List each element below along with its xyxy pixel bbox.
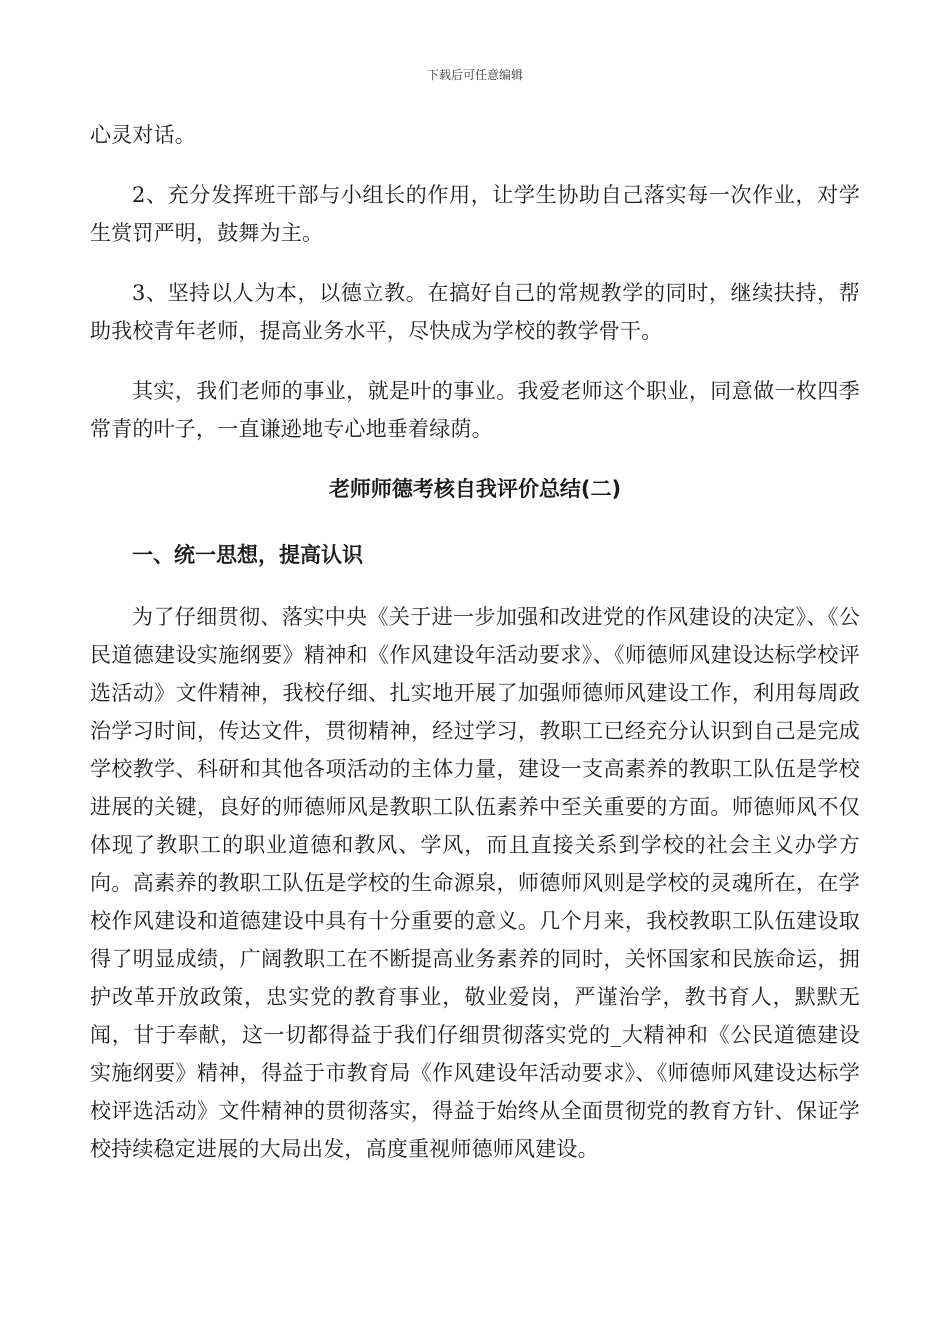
page-header-note: 下载后可任意编辑	[426, 68, 523, 82]
paragraph-closing: 其实，我们老师的事业，就是叶的事业。我爱老师这个职业，同意做一枚四季常青的叶子，一直谦逊地专心地垂着绿荫。	[90, 379, 860, 441]
document-body	[90, 116, 860, 1168]
paragraph-continuation: 心灵对话。	[90, 123, 196, 147]
paragraph-item-2: 2、充分发挥班干部与小组长的作用，让学生协助自己落实每一次作业，对学生赏罚严明，鼓舞为主。	[90, 183, 860, 245]
section-heading: 一、统一思想，提高认识	[132, 543, 363, 567]
section-body: 为了仔细贯彻、落实中央《关于进一步加强和改进党的作风建设的决定》、《公民道德建设实施纲要》精神和《作风建设年活动要求》、《师德师风建设达标学校评选活动》文件精神，我校仔细、扎实地开展了加强师德师风建设工作，利用每周政治学习时间，传达文件，贯彻精神，经过学习，教职工已经充分认识到自己是完成学校教学、科研和其他各项活动的主体力量，建设一支高素养的教职工队伍是学校进展的关键，良好的师德师风是教职工队伍素养中至关重要的方面。师德师风不仅体现了教职工的职业道德和教风、学风，而且直接关系到学校的社会主义办学方向。高素养的教职工队伍是学校的生命源泉，师德师风则是学校的灵魂所在，在学校作风建设和道德建设中具有十分重要的意义。几个月来，我校教职工队伍建设取得了明显成绩，广阔教职工在不断提高业务素养的同时，关怀国家和民族命运，拥护改革开放政策，忠实党的教育事业，敬业爱岗，严谨治学，教书育人，默默无闻，甘于奉献，这一切都得益于我们仔细贯彻落实党的_大精神和《公民道德建设实施纲要》精神，得益于市教育局《作风建设年活动要求》、《师德师风建设达标学校评选活动》文件精神的贯彻落实，得益于始终从全面贯彻党的教育方针、保证学校持续稳定进展的大局出发，高度重视师德师风建设。	[90, 605, 860, 1161]
paragraph-item-3: 3、坚持以人为本，以德立教。在搞好自己的常规教学的同时，继续扶持，帮助我校青年老师，提高业务水平，尽快成为学校的教学骨干。	[90, 281, 860, 343]
document-title: 老师师德考核自我评价总结(二)	[328, 477, 622, 501]
